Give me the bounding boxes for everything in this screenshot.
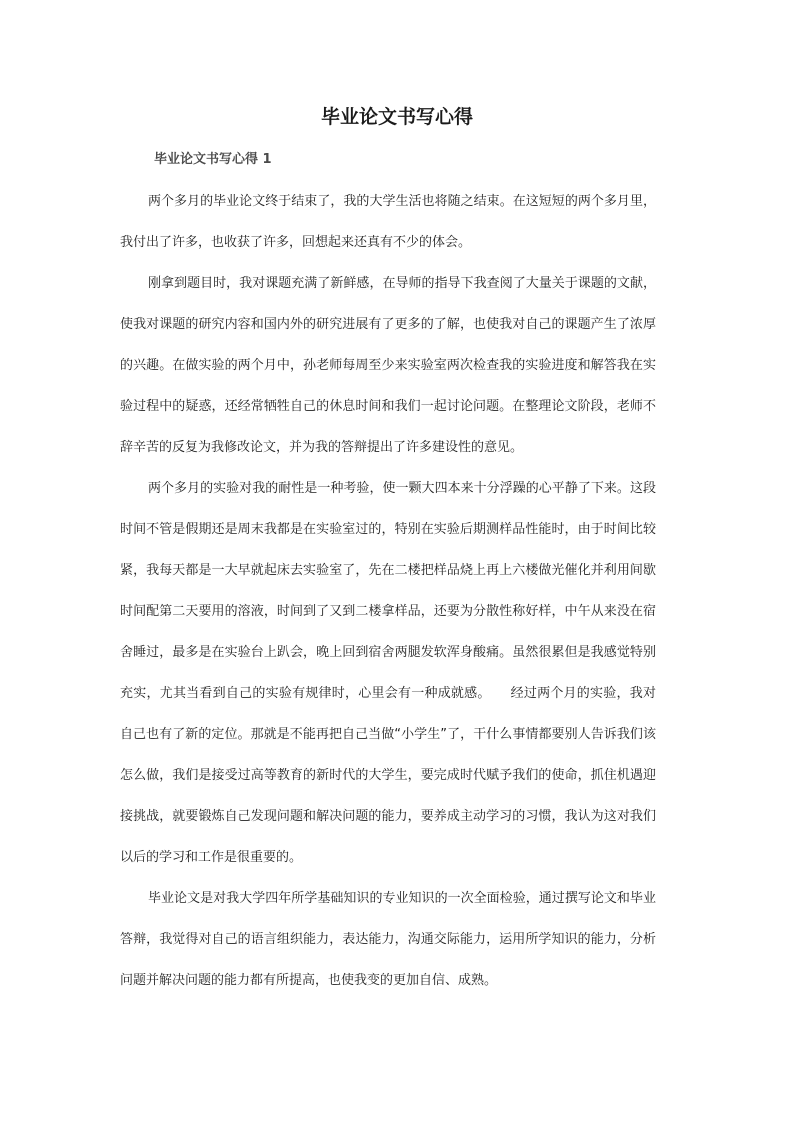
paragraph-3: 两个多月的实验对我的耐性是一种考验，使一颗大四本来十分浮躁的心平静了下来。这段时间不管是假期还是周末我都是在实验室过的，特别在实验后期测样品性能时，由于时间比较紧，我每天都是一大早就起床去实验室了，先在二楼把样品烧上再上六楼做光催化并利用间歇时间配第二天要用的溶液，时间到了又到二楼拿样品，还要为分散性称好样，中午从来没在宿舍睡过，最多是在实验台上趴会，晚上回到宿舍两腿发软浑身酸痛。虽然很累但是我感觉特别充实，尤其当看到自己的实验有规律时，心里会有一种成就感。 经过两个月的实验，我对自己也有了新的定位。那就是不能再把自己当做“小学生”了，干什么事情都要别人告诉我们该怎么做，我们是接受过高等教育的新时代的大学生，要完成时代赋予我们的使命，抓住机遇迎接挑战，就要锻炼自己发现问题和解决问题的能力，要养成主动学习的习惯，我认为这对我们以后的学习和工作是很重要的。 xyxy=(120,481,656,865)
document-body xyxy=(120,181,656,1001)
paragraph-2: 刚拿到题目时，我对课题充满了新鲜感，在导师的指导下我查阅了大量关于课题的文献，使我对课题的研究内容和国内外的研究进展有了更多的了解，也使我对自己的课题产生了浓厚的兴趣。在做实验的两个月中，孙老师每周至少来实验室两次检查我的实验进度和解答我在实验过程中的疑惑，还经常牺牲自己的休息时间和我们一起讨论问题。在整理论文阶段，老师不辞辛苦的反复为我修改论文，并为我的答辩提出了许多建设性的意见。 xyxy=(120,276,656,455)
document-title: 毕业论文书写心得 xyxy=(320,106,473,128)
section-heading: 毕业论文书写心得 1 xyxy=(154,152,272,167)
paragraph-4: 毕业论文是对我大学四年所学基础知识的专业知识的一次全面检验，通过撰写论文和毕业答辩，我觉得对自己的语言组织能力，表达能力，沟通交际能力，运用所学知识的能力，分析问题并解决问题的能力都有所提高，也使我变的更加自信、成熟。 xyxy=(120,891,656,988)
paragraph-1: 两个多月的毕业论文终于结束了，我的大学生活也将随之结束。在这短短的两个多月里，我付出了许多，也收获了许多，回想起来还真有不少的体会。 xyxy=(120,194,656,250)
